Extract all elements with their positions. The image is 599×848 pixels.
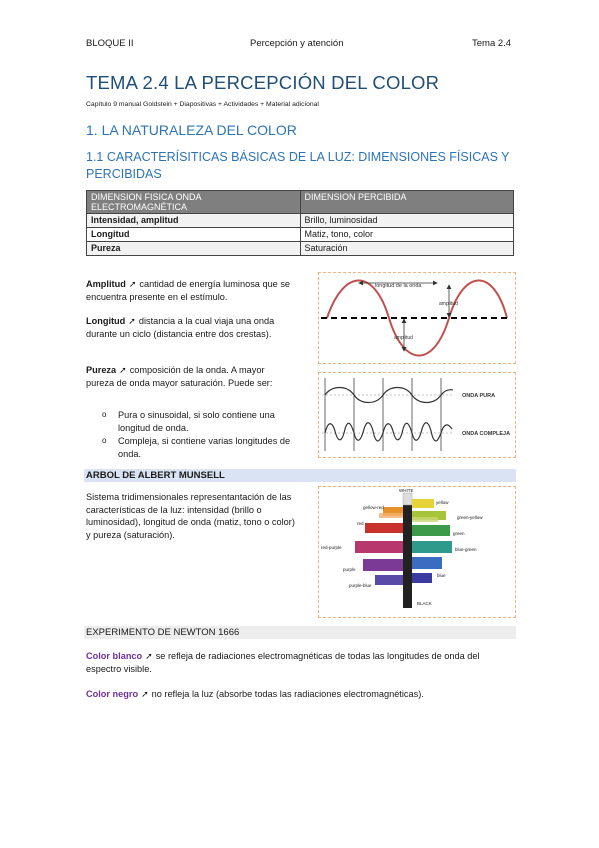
munsell-label: BLACK [417, 601, 432, 606]
purity-graphic [319, 373, 514, 456]
munsell-paragraph: Sistema tridimensionales representantación de las características de la luz: intensidad (brillo o luminosidad), longitud de onda (matiz, tono o color) y pureza (saturación). [86, 492, 295, 540]
purity-label-pure: ONDA PURA [462, 393, 496, 399]
arrow-icon: ➚ [128, 279, 137, 289]
purity-label-complex: ONDA COMPLEJA [462, 431, 511, 437]
wave-label-amp-bottom: amplitud [394, 335, 413, 341]
munsell-label: WHITE [399, 488, 414, 493]
munsell-label: purple-blue [349, 583, 372, 588]
table-cell: Intensidad, amplitud [87, 214, 301, 228]
table-header: DIMENSION FISICA ONDA ELECTROMAGNÉTICA [87, 191, 301, 214]
arrow-icon: ➚ [128, 316, 136, 326]
blanco-paragraph [86, 650, 516, 675]
pureza-paragraph [86, 364, 292, 389]
pureza-text: composición de la onda. A mayor pureza de onda mayor saturación. Puede ser: [86, 365, 273, 388]
list-item: o Pura o sinusoidal, si solo contiene una longitud de onda. [102, 409, 292, 434]
section-heading: 1. LA NATURALEZA DEL COLOR [86, 122, 297, 138]
list-item: o Compleja, si contiene varias longitudes de onda. [102, 435, 292, 460]
blanco-term: Color blanco [86, 651, 143, 661]
negro-paragraph [86, 688, 516, 701]
amplitud-text: cantidad de energía luminosa que se encuentra presente en el estímulo. [86, 279, 291, 302]
munsell-label: yellow [436, 500, 449, 505]
amplitud-term: Amplitud [86, 279, 126, 289]
arrow-icon: ➚ [119, 365, 127, 375]
subsection-heading: 1.1 CARACTERÍSITICAS BÁSICAS DE LA LUZ: DIMENSIONES FÍSICAS Y PERCIBIDAS [86, 150, 510, 181]
negro-text: no refleja la luz (absorbe todas las radiaciones electromagnéticas). [151, 689, 424, 699]
munsell-label: blue [437, 573, 446, 578]
newton-section-bar: EXPERIMENTO DE NEWTON 1666 [84, 626, 516, 639]
table-cell: Matiz, tono, color [300, 228, 514, 242]
table-cell: Longitud [87, 228, 301, 242]
table-cell: Saturación [300, 242, 514, 256]
amplitud-paragraph [86, 278, 292, 303]
munsell-label: red-purple [321, 545, 342, 550]
munsell-label: red [357, 521, 364, 526]
dimensions-table [86, 190, 514, 256]
longitud-term: Longitud [86, 316, 126, 326]
munsell-label: blue-green [455, 547, 477, 552]
pureza-term: Pureza [86, 365, 117, 375]
munsell-tree-graphic [319, 487, 514, 616]
munsell-label: green [453, 531, 465, 536]
wave-label-amp-top: amplitud [439, 301, 458, 307]
table-cell: Pureza [87, 242, 301, 256]
blanco-text: se refleja de radiaciones electromagnéticas de todas las longitudes de onda del espectro visible. [86, 651, 480, 674]
pureza-list [102, 409, 292, 461]
arrow-icon: ➚ [141, 689, 149, 699]
wave-label-length: longitud de la onda [375, 283, 422, 289]
munsell-diagram [318, 486, 516, 618]
longitud-paragraph [86, 315, 292, 340]
table-cell: Brillo, luminosidad [300, 214, 514, 228]
table-header: DIMENSION PERCIBIDA [300, 191, 514, 214]
wave-diagram [318, 272, 516, 364]
header-center: Percepción y atención [250, 38, 344, 49]
purity-diagram [318, 372, 516, 458]
negro-term: Color negro [86, 689, 139, 699]
wave-graphic [319, 273, 514, 362]
munsell-section-bar: ARBOL DE ALBERT MUNSELL [84, 469, 516, 482]
table-row [87, 228, 514, 242]
longitud-text: distancia a la cual viaja una onda durante un ciclo (distancia entre dos crestas). [86, 316, 275, 339]
munsell-label: purple [343, 567, 356, 572]
page-title: TEMA 2.4 LA PERCEPCIÓN DEL COLOR [86, 72, 440, 93]
header-left: BLOQUE II [86, 38, 134, 49]
page-subtitle: Capítulo 9 manual Goldstein + Diapositivas + Actividades + Material adicional [86, 101, 319, 108]
arrow-icon: ➚ [145, 651, 153, 661]
header-right: Tema 2.4 [472, 38, 512, 49]
table-row [87, 214, 514, 228]
table-row [87, 242, 514, 256]
munsell-label: green-yellow [457, 515, 483, 520]
munsell-label: gellow-red [363, 505, 384, 510]
